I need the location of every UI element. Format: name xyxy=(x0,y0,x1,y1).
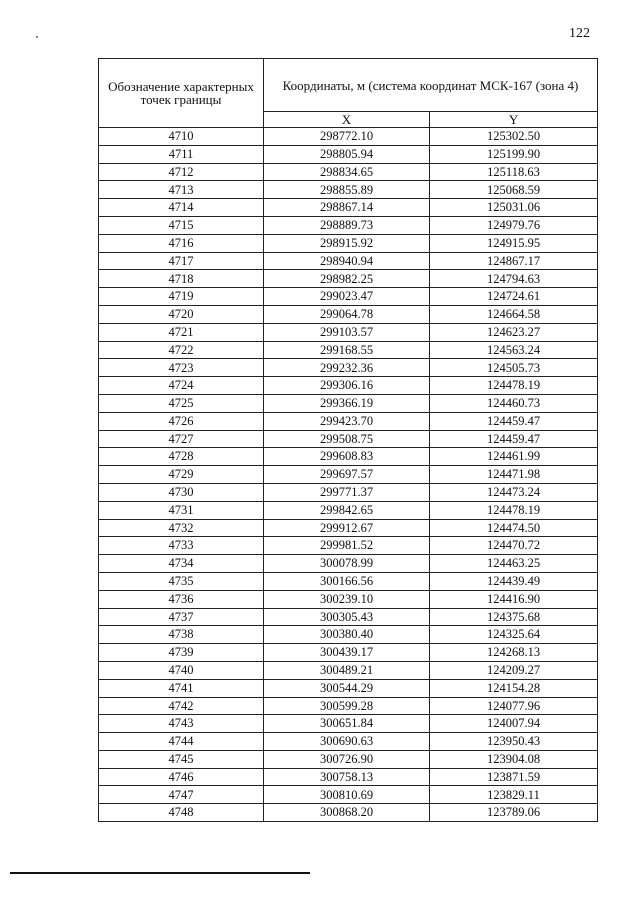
coordinates-table xyxy=(98,58,598,822)
table-row xyxy=(99,252,598,270)
table-row xyxy=(99,644,598,662)
y-cell: 124979.76 xyxy=(430,216,598,234)
x-cell: 299023.47 xyxy=(264,288,430,306)
table-row xyxy=(99,128,598,146)
point-id-cell: 4732 xyxy=(99,519,264,537)
point-id-cell: 4711 xyxy=(99,145,264,163)
header-y: Y xyxy=(430,112,598,128)
table-row xyxy=(99,608,598,626)
point-id-cell: 4721 xyxy=(99,323,264,341)
point-id-cell: 4747 xyxy=(99,786,264,804)
x-cell: 298940.94 xyxy=(264,252,430,270)
x-cell: 299771.37 xyxy=(264,483,430,501)
y-cell: 124375.68 xyxy=(430,608,598,626)
y-cell: 124007.94 xyxy=(430,715,598,733)
x-cell: 300078.99 xyxy=(264,555,430,573)
point-id-cell: 4735 xyxy=(99,572,264,590)
y-cell: 124209.27 xyxy=(430,661,598,679)
y-cell: 124077.96 xyxy=(430,697,598,715)
table-row xyxy=(99,448,598,466)
point-id-cell: 4745 xyxy=(99,750,264,768)
y-cell: 123829.11 xyxy=(430,786,598,804)
table-row xyxy=(99,555,598,573)
table-row xyxy=(99,288,598,306)
y-cell: 124867.17 xyxy=(430,252,598,270)
point-id-cell: 4738 xyxy=(99,626,264,644)
point-id-cell: 4726 xyxy=(99,412,264,430)
point-id-cell: 4725 xyxy=(99,394,264,412)
x-cell: 299981.52 xyxy=(264,537,430,555)
point-id-cell: 4712 xyxy=(99,163,264,181)
point-id-cell: 4733 xyxy=(99,537,264,555)
y-cell: 124439.49 xyxy=(430,572,598,590)
y-cell: 124268.13 xyxy=(430,644,598,662)
point-id-cell: 4739 xyxy=(99,644,264,662)
table-row xyxy=(99,181,598,199)
point-id-cell: 4713 xyxy=(99,181,264,199)
table-row xyxy=(99,359,598,377)
point-id-cell: 4746 xyxy=(99,768,264,786)
y-cell: 124416.90 xyxy=(430,590,598,608)
x-cell: 299842.65 xyxy=(264,501,430,519)
table-row xyxy=(99,750,598,768)
header-x: X xyxy=(264,112,430,128)
y-cell: 125068.59 xyxy=(430,181,598,199)
point-id-cell: 4731 xyxy=(99,501,264,519)
x-cell: 300439.17 xyxy=(264,644,430,662)
table-row xyxy=(99,768,598,786)
y-cell: 124459.47 xyxy=(430,430,598,448)
point-id-cell: 4720 xyxy=(99,305,264,323)
table-row xyxy=(99,341,598,359)
table-row xyxy=(99,715,598,733)
x-cell: 300489.21 xyxy=(264,661,430,679)
point-id-cell: 4740 xyxy=(99,661,264,679)
x-cell: 298855.89 xyxy=(264,181,430,199)
y-cell: 124724.61 xyxy=(430,288,598,306)
x-cell: 299306.16 xyxy=(264,377,430,395)
point-id-cell: 4748 xyxy=(99,804,264,822)
point-id-cell: 4719 xyxy=(99,288,264,306)
x-cell: 298982.25 xyxy=(264,270,430,288)
table-row xyxy=(99,430,598,448)
y-cell: 124915.95 xyxy=(430,234,598,252)
y-cell: 124478.19 xyxy=(430,377,598,395)
x-cell: 298889.73 xyxy=(264,216,430,234)
point-id-cell: 4734 xyxy=(99,555,264,573)
point-id-cell: 4722 xyxy=(99,341,264,359)
table-row xyxy=(99,697,598,715)
header-coordinates: Координаты, м (система координат МСК-167 (зона 4) xyxy=(264,59,598,112)
y-cell: 124325.64 xyxy=(430,626,598,644)
table-row xyxy=(99,234,598,252)
y-cell: 124473.24 xyxy=(430,483,598,501)
table-row xyxy=(99,377,598,395)
x-cell: 299168.55 xyxy=(264,341,430,359)
x-cell: 300305.43 xyxy=(264,608,430,626)
point-id-cell: 4729 xyxy=(99,466,264,484)
x-cell: 300239.10 xyxy=(264,590,430,608)
table-row xyxy=(99,323,598,341)
point-id-cell: 4728 xyxy=(99,448,264,466)
table-row xyxy=(99,537,598,555)
scan-speck xyxy=(36,36,38,38)
table-row xyxy=(99,216,598,234)
x-cell: 299366.19 xyxy=(264,394,430,412)
table-row xyxy=(99,394,598,412)
x-cell: 300758.13 xyxy=(264,768,430,786)
y-cell: 124463.25 xyxy=(430,555,598,573)
page-number: 122 xyxy=(569,26,590,41)
x-cell: 300651.84 xyxy=(264,715,430,733)
y-cell: 125199.90 xyxy=(430,145,598,163)
point-id-cell: 4710 xyxy=(99,128,264,146)
table-row xyxy=(99,163,598,181)
y-cell: 125118.63 xyxy=(430,163,598,181)
point-id-cell: 4724 xyxy=(99,377,264,395)
y-cell: 124664.58 xyxy=(430,305,598,323)
point-id-cell: 4737 xyxy=(99,608,264,626)
x-cell: 300380.40 xyxy=(264,626,430,644)
x-cell: 299103.57 xyxy=(264,323,430,341)
x-cell: 300726.90 xyxy=(264,750,430,768)
y-cell: 124461.99 xyxy=(430,448,598,466)
y-cell: 124470.72 xyxy=(430,537,598,555)
y-cell: 124460.73 xyxy=(430,394,598,412)
x-cell: 299232.36 xyxy=(264,359,430,377)
point-id-cell: 4715 xyxy=(99,216,264,234)
footnote-divider xyxy=(10,872,310,874)
x-cell: 299508.75 xyxy=(264,430,430,448)
x-cell: 299423.70 xyxy=(264,412,430,430)
y-cell: 124563.24 xyxy=(430,341,598,359)
y-cell: 124794.63 xyxy=(430,270,598,288)
x-cell: 298834.65 xyxy=(264,163,430,181)
table-row xyxy=(99,466,598,484)
x-cell: 300544.29 xyxy=(264,679,430,697)
y-cell: 124459.47 xyxy=(430,412,598,430)
y-cell: 124154.28 xyxy=(430,679,598,697)
x-cell: 299697.57 xyxy=(264,466,430,484)
x-cell: 300599.28 xyxy=(264,697,430,715)
point-id-cell: 4723 xyxy=(99,359,264,377)
table-row xyxy=(99,572,598,590)
table-row xyxy=(99,804,598,822)
y-cell: 124478.19 xyxy=(430,501,598,519)
y-cell: 125031.06 xyxy=(430,199,598,217)
table-row xyxy=(99,733,598,751)
table-row xyxy=(99,519,598,537)
point-id-cell: 4716 xyxy=(99,234,264,252)
x-cell: 298915.92 xyxy=(264,234,430,252)
header-boundary-points: Обозначение характерных точек границы xyxy=(99,59,264,128)
table-row xyxy=(99,483,598,501)
y-cell: 123871.59 xyxy=(430,768,598,786)
table-row xyxy=(99,590,598,608)
table-row xyxy=(99,270,598,288)
y-cell: 124505.73 xyxy=(430,359,598,377)
point-id-cell: 4727 xyxy=(99,430,264,448)
y-cell: 124474.50 xyxy=(430,519,598,537)
point-id-cell: 4714 xyxy=(99,199,264,217)
point-id-cell: 4741 xyxy=(99,679,264,697)
point-id-cell: 4742 xyxy=(99,697,264,715)
x-cell: 300166.56 xyxy=(264,572,430,590)
table-row xyxy=(99,679,598,697)
x-cell: 300868.20 xyxy=(264,804,430,822)
table-body xyxy=(99,128,598,822)
table-row xyxy=(99,305,598,323)
point-id-cell: 4744 xyxy=(99,733,264,751)
y-cell: 125302.50 xyxy=(430,128,598,146)
table-row xyxy=(99,786,598,804)
y-cell: 123950.43 xyxy=(430,733,598,751)
point-id-cell: 4718 xyxy=(99,270,264,288)
point-id-cell: 4717 xyxy=(99,252,264,270)
table-row xyxy=(99,661,598,679)
x-cell: 298867.14 xyxy=(264,199,430,217)
table-row xyxy=(99,501,598,519)
table-row xyxy=(99,145,598,163)
x-cell: 299608.83 xyxy=(264,448,430,466)
table-row xyxy=(99,626,598,644)
x-cell: 298805.94 xyxy=(264,145,430,163)
point-id-cell: 4736 xyxy=(99,590,264,608)
y-cell: 123789.06 xyxy=(430,804,598,822)
table-row xyxy=(99,412,598,430)
y-cell: 123904.08 xyxy=(430,750,598,768)
point-id-cell: 4743 xyxy=(99,715,264,733)
x-cell: 300810.69 xyxy=(264,786,430,804)
y-cell: 124623.27 xyxy=(430,323,598,341)
x-cell: 298772.10 xyxy=(264,128,430,146)
y-cell: 124471.98 xyxy=(430,466,598,484)
table-row xyxy=(99,199,598,217)
x-cell: 300690.63 xyxy=(264,733,430,751)
x-cell: 299912.67 xyxy=(264,519,430,537)
point-id-cell: 4730 xyxy=(99,483,264,501)
x-cell: 299064.78 xyxy=(264,305,430,323)
